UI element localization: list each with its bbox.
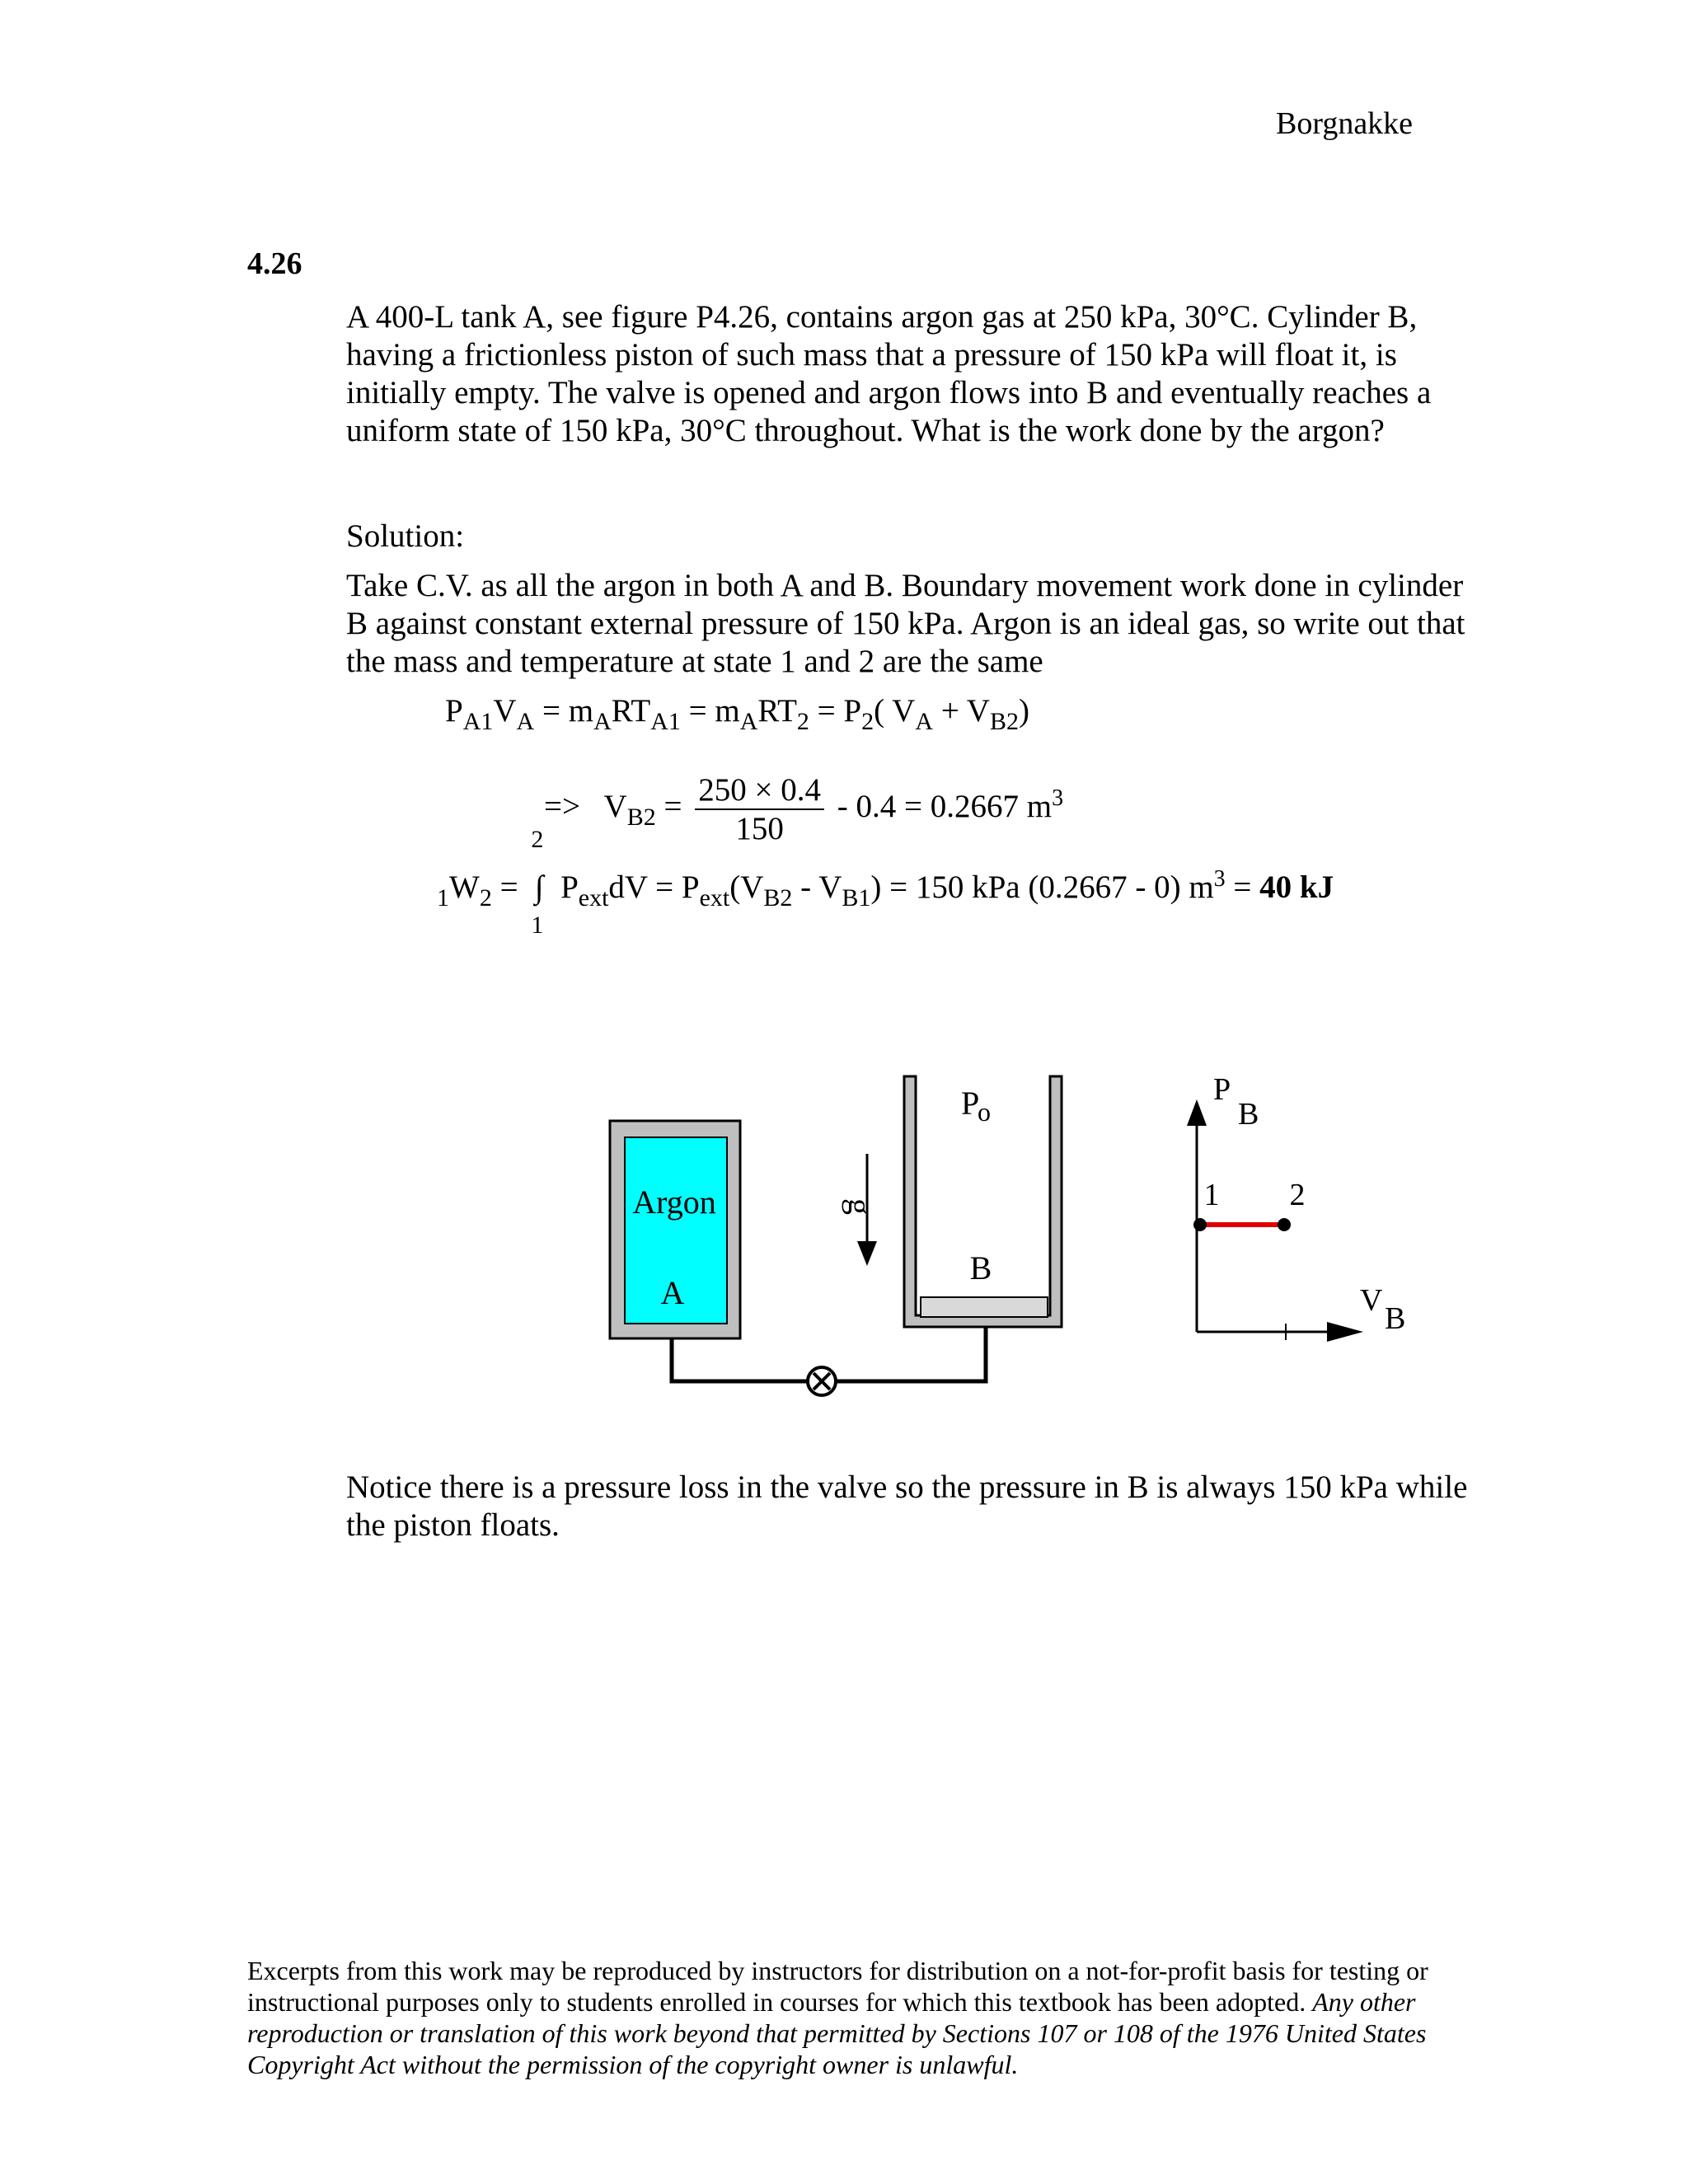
state-1-point bbox=[1193, 1218, 1207, 1231]
state-1-label: 1 bbox=[1203, 1178, 1220, 1212]
ideal-gas-equation: $P_{A1}V_A = m_ART_{A1} = m_ART_2 = P_2$( $V_A + V_{B2}$) bbox=[445, 693, 1029, 735]
volume-result: - 0.4 = 0.2667 m bbox=[837, 788, 1053, 824]
graph-y-sub: B bbox=[1238, 1097, 1259, 1132]
ambient-pressure-label: P bbox=[961, 1085, 980, 1122]
graph-y-label: P bbox=[1213, 1072, 1231, 1107]
graph-x-label: V bbox=[1360, 1283, 1383, 1318]
work-value: = 150 kPa (0.2667 - 0) m bbox=[889, 869, 1214, 905]
graph-x-sub: B bbox=[1385, 1301, 1406, 1336]
problem-number: 4.26 bbox=[247, 246, 302, 281]
integral-sign: 2 ∫ 1 bbox=[531, 826, 544, 939]
problem-statement: A 400-L tank A, see figure P4.26, contains argon gas at 250 kPa, 30°C. Cylinder B, having a frictionless piston of such mass that a pressure of 150 kPa will float it, is initially empty. The valve is opened and argon flows into B and eventually reaches a uniform state of 150 kPa, 30°C throughout. What is the work done by the argon? bbox=[346, 299, 1432, 448]
solution-text: Take C.V. as all the argon in both A and B. Boundary movement work done in cylinder B against constant external pressure of 150 kPa. Argon is an ideal gas, so write out that the mass and temperature at state 1 and 2 are the same bbox=[346, 568, 1465, 679]
state-2-point bbox=[1278, 1218, 1291, 1231]
work-equation: $_1W_2$ = 2 ∫ 1 $P_{ext}dV = P_{ext}(V_{B2} - V_{B1}) = 150$ kPa (0.2667 - 0) $m^3 = 40$ kJ bbox=[437, 826, 1334, 939]
x-axis-arrow-icon bbox=[1327, 1322, 1363, 1342]
tank-id: A bbox=[660, 1274, 685, 1311]
notice-text: Notice there is a pressure loss in the valve so the pressure in B is always 150 kPa while the piston floats. bbox=[346, 1469, 1468, 1543]
volume-b2-equation: => $V_{B2}$ = $\frac{250 \times 0.4}{150}$ - 0.4 = 0.2667 $m^3$ bbox=[544, 772, 1064, 846]
gravity-arrow-icon bbox=[857, 1241, 877, 1266]
copyright-footer bbox=[247, 1955, 1467, 2080]
footer-normal: Excerpts from this work may be reproduced by instructors for distribution on a not-for-profit basis for testing or instructional purposes only to students enrolled in courses for which this textbook has been adopted. bbox=[247, 1956, 1428, 2017]
y-axis-arrow-icon bbox=[1187, 1099, 1207, 1126]
implies-arrow: => bbox=[544, 788, 580, 824]
piston bbox=[921, 1297, 1048, 1317]
solution-label: Solution: bbox=[346, 518, 465, 554]
fraction-denominator: 150 bbox=[735, 811, 784, 846]
fraction-numerator: 250 × 0.4 bbox=[695, 771, 824, 810]
header-author: Borgnakke bbox=[1276, 106, 1414, 141]
state-2-label: 2 bbox=[1289, 1178, 1306, 1212]
cylinder-label: B bbox=[969, 1249, 992, 1286]
footer-italic: Any other reproduction or translation of this work beyond that permitted by Sections 107 or 108 of the 1976 United States Copyright Act without the permission of the copyright owner is unlawful. bbox=[247, 1987, 1427, 2079]
work-result: 40 kJ bbox=[1259, 869, 1334, 905]
gravity-label: g bbox=[842, 1198, 879, 1215]
tank-label: Argon bbox=[632, 1183, 716, 1221]
ambient-pressure-sub: o bbox=[978, 1097, 991, 1127]
